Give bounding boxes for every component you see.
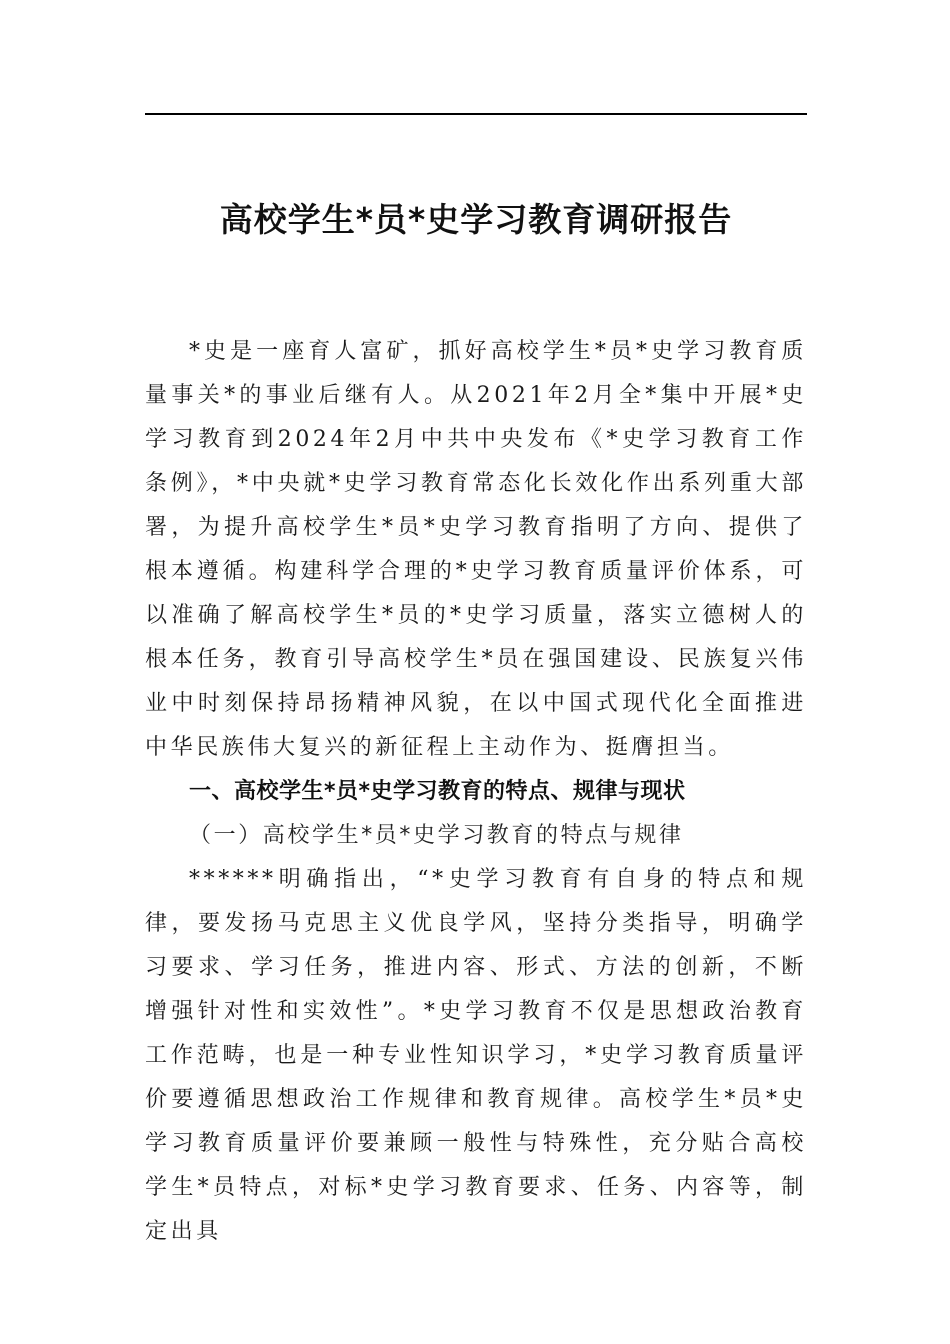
document-title: 高校学生*员*史学习教育调研报告 — [219, 200, 733, 239]
header-rule — [145, 113, 807, 115]
subsection-heading-1: （一）高校学生*员*史学习教育的特点与规律 — [189, 823, 684, 848]
section-heading-1: 一、高校学生*员*史学习教育的特点、规律与现状 — [189, 779, 686, 804]
document-body — [145, 330, 807, 1254]
intro-paragraph: *史是一座育人富矿，抓好高校学生*员*史学习教育质量事关*的事业后继有人。从2021年2月全*集中开展*史学习教育到2024年2月中共中央发布《*史学习教育工作条例》，*中央就*史学习教育常态化长效化作出系列重大部署，为提升高校学生*员*史学习教育指明了方向、提供了根本遵循。构建科学合理的*史学习教育质量评价体系，可以准确了解高校学生*员的*史学习质量，落实立德树人的根本任务，教育引导高校学生*员在强国建设、民族复兴伟业中时刻保持昂扬精神风貌，在以中国式现代化全面推进中华民族伟大复兴的新征程上主动作为、挺膺担当。 — [145, 339, 807, 760]
section-paragraph: ******明确指出，“*史学习教育有自身的特点和规律，要发扬马克思主义优良学风，坚持分类指导，明确学习要求、学习任务，推进内容、形式、方法的创新，不断增强针对性和实效性”。*史学习教育不仅是思想政治教育工作范畴，也是一种专业性知识学习，*史学习教育质量评价要遵循思想政治工作规律和教育规律。高校学生*员*史学习教育质量评价要兼顾一般性与特殊性，充分贴合高校学生*员特点，对标*史学习教育要求、任务、内容等，制定出具 — [145, 867, 807, 1244]
